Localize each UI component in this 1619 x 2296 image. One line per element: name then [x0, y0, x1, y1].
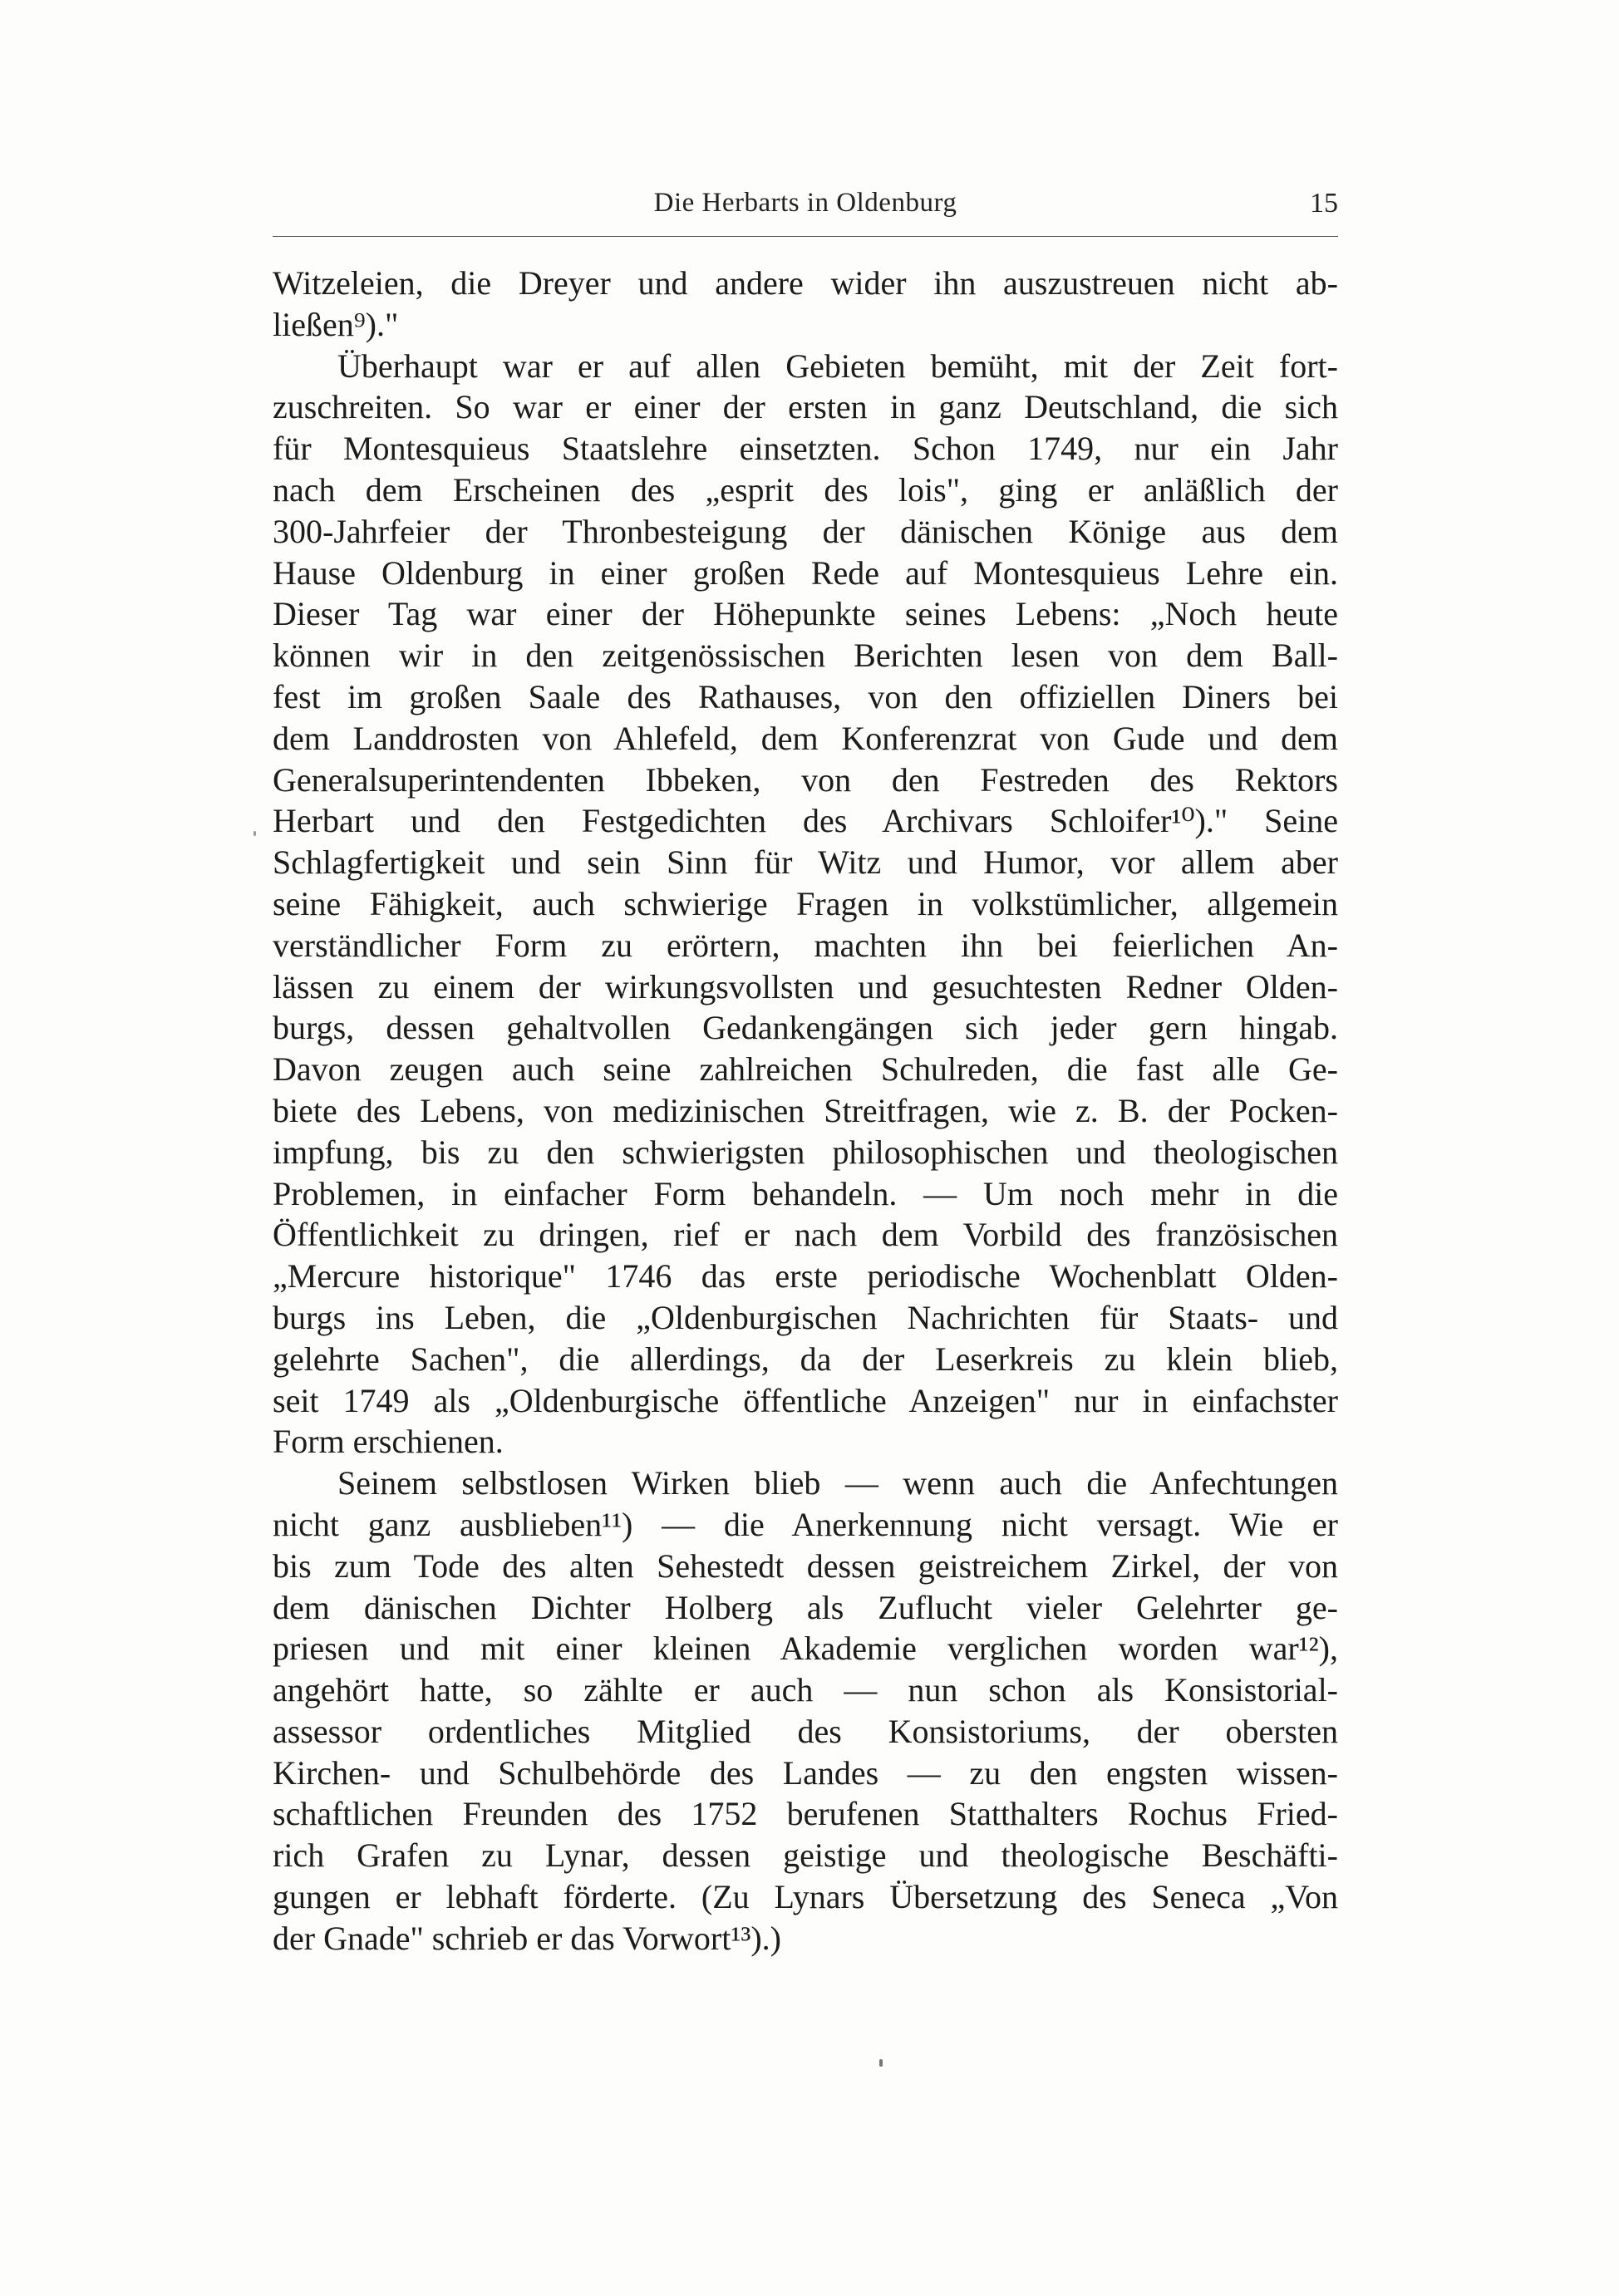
header-rule: [273, 236, 1338, 237]
text-line: biete des Lebens, von medizinischen Streitfragen, wie z. B. der Pocken-: [273, 1091, 1338, 1129]
text-line: Öffentlichkeit zu dringen, rief er nach dem Vorbild des französischen: [273, 1216, 1338, 1254]
body-text: [273, 263, 1338, 1959]
text-line: fest im großen Saale des Rathauses, von den offiziellen Diners bei: [273, 677, 1338, 715]
text-line: gelehrte Sachen", die allerdings, da der Leserkreis zu klein blieb,: [273, 1340, 1338, 1378]
text-line: burgs ins Leben, die „Oldenburgischen Nachrichten für Staats- und: [273, 1298, 1338, 1336]
text-line: zuschreiten. So war er einer der ersten in ganz Deutschland, die sich: [273, 388, 1338, 426]
text-line: rich Grafen zu Lynar, dessen geistige und theologische Beschäfti-: [273, 1836, 1338, 1875]
text-line: verständlicher Form zu erörtern, machten ihn bei feierlichen An-: [273, 926, 1338, 964]
scan-speck: [253, 831, 256, 836]
text-line: ließen⁹).": [273, 305, 399, 343]
text-line: Form erschienen.: [273, 1423, 504, 1461]
text-line: Hause Oldenburg in einer großen Rede auf Montesquieus Lehre ein.: [273, 553, 1338, 592]
text-line: impfung, bis zu den schwierigsten philosophischen und theologischen: [273, 1133, 1338, 1171]
text-line: Witzeleien, die Dreyer und andere wider ihn auszustreuen nicht ab-: [273, 264, 1338, 302]
page-number: 15: [1310, 188, 1338, 219]
text-line: dem Landdrosten von Ahlefeld, dem Konferenzrat von Gude und dem: [273, 719, 1338, 757]
text-line: bis zum Tode des alten Sehestedt dessen geistreichem Zirkel, der von: [273, 1546, 1338, 1585]
text-line: Generalsuperintendenten Ibbeken, von den Festreden des Rektors: [273, 760, 1338, 799]
text-line: Herbart und den Festgedichten des Archivars Schloifer¹⁰)." Seine: [273, 802, 1338, 840]
text-line: Überhaupt war er auf allen Gebieten bemüht, mit der Zeit fort-: [337, 347, 1338, 385]
text-line: assessor ordentliches Mitglied des Konsistoriums, der obersten: [273, 1712, 1338, 1750]
text-line: der Gnade" schrieb er das Vorwort¹³).): [273, 1919, 781, 1957]
text-line: für Montesquieus Staatslehre einsetzten. Schon 1749, nur ein Jahr: [273, 430, 1338, 468]
text-line: Dieser Tag war einer der Höhepunkte seines Lebens: „Noch heute: [273, 595, 1338, 633]
text-line: können wir in den zeitgenössischen Berichten lesen von dem Ball-: [273, 637, 1338, 675]
text-line: burgs, dessen gehaltvollen Gedankengängen sich jeder gern hingab.: [273, 1009, 1338, 1047]
text-line: seit 1749 als „Oldenburgische öffentliche Anzeigen" nur in einfachster: [273, 1381, 1338, 1419]
text-line: angehört hatte, so zählte er auch — nun schon als Konsistorial-: [273, 1671, 1338, 1709]
running-head: [273, 184, 1338, 228]
text-line: priesen und mit einer kleinen Akademie verglichen worden war¹²),: [273, 1630, 1338, 1668]
text-line: Kirchen- und Schulbehörde des Landes — zu den engsten wissen-: [273, 1753, 1338, 1792]
text-line: Problemen, in einfacher Form behandeln. — Um noch mehr in die: [273, 1174, 1338, 1212]
text-line: dem dänischen Dichter Holberg als Zuflucht vieler Gelehrter ge-: [273, 1588, 1338, 1626]
text-line: schaftlichen Freunden des 1752 berufenen Statthalters Rochus Fried-: [273, 1795, 1338, 1833]
running-title: Die Herbarts in Oldenburg: [653, 188, 957, 218]
text-line: Seinem selbstlosen Wirken blieb — wenn auch die Anfechtungen: [337, 1464, 1338, 1502]
text-line: gungen er lebhaft förderte. (Zu Lynars Übersetzung des Seneca „Von: [273, 1878, 1338, 1916]
text-line: „Mercure historique" 1746 das erste periodische Wochenblatt Olden-: [273, 1257, 1338, 1295]
text-line: nach dem Erscheinen des „esprit des lois", ging er anläßlich der: [273, 470, 1338, 509]
scan-speck: [879, 2059, 883, 2067]
text-line: Davon zeugen auch seine zahlreichen Schulreden, die fast alle Ge-: [273, 1050, 1338, 1089]
text-line: nicht ganz ausblieben¹¹) — die Anerkennung nicht versagt. Wie er: [273, 1505, 1338, 1543]
text-line: seine Fähigkeit, auch schwierige Fragen in volkstümlicher, allgemein: [273, 884, 1338, 922]
text-line: 300-Jahrfeier der Thronbesteigung der dänischen Könige aus dem: [273, 512, 1338, 550]
text-line: lässen zu einem der wirkungsvollsten und gesuchtesten Redner Olden-: [273, 967, 1338, 1005]
text-line: Schlagfertigkeit und sein Sinn für Witz und Humor, vor allem aber: [273, 843, 1338, 882]
